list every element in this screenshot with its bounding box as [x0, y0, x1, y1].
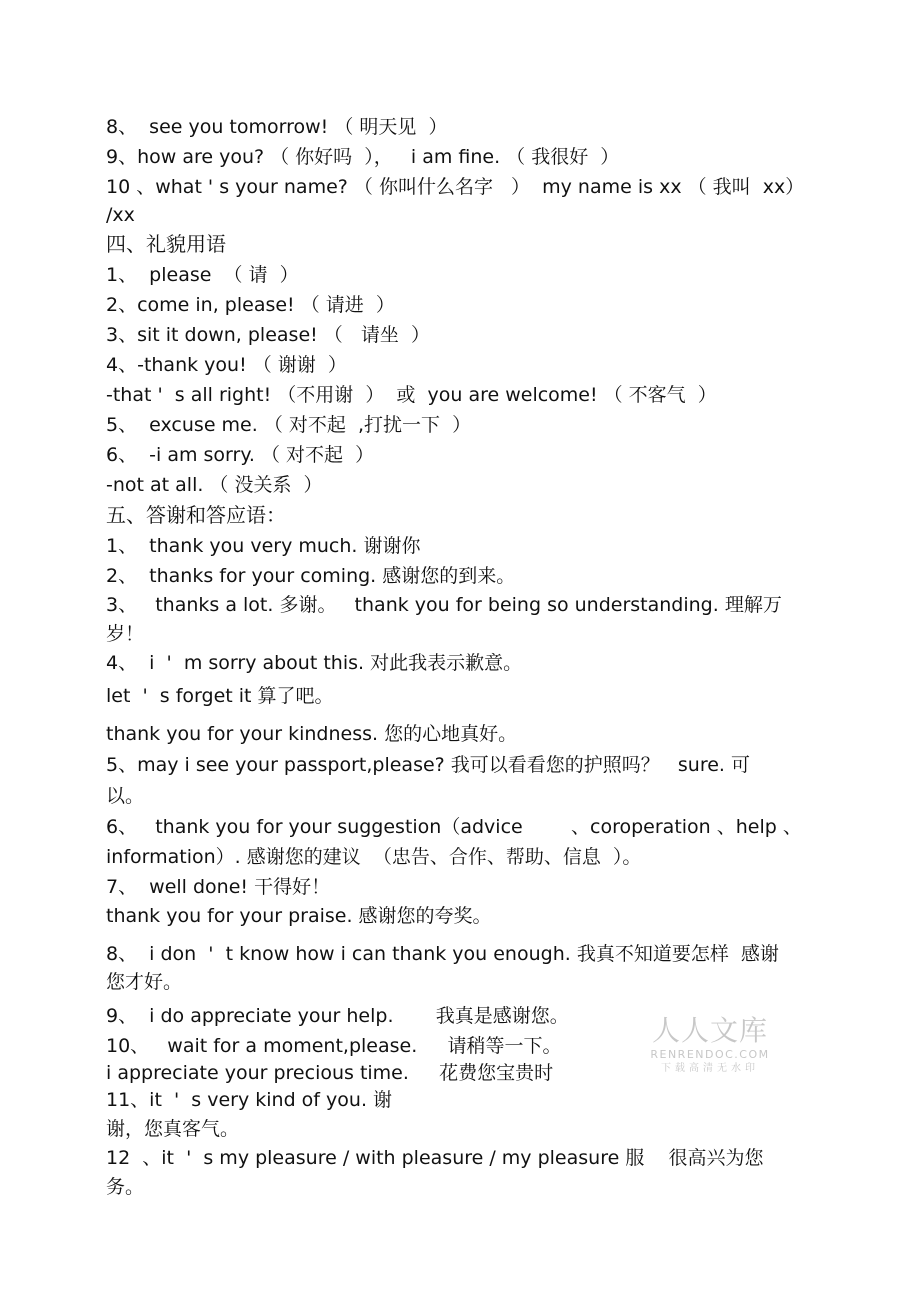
text-line: 6、 thank you for your suggestion（advice 、coroperation 、help 、	[106, 816, 802, 838]
text-line: -that ' s all right! （不用谢 ） 或 you are welcome! （ 不客气 ）	[106, 384, 717, 406]
text-line: 9、 i do appreciate your help. 我真是感谢您。	[106, 1005, 569, 1027]
text-line: 以。	[106, 785, 145, 807]
text-line: 务。	[106, 1176, 145, 1198]
section-heading: 四、礼貌用语	[106, 232, 226, 256]
text-line: 3、sit it down, please! （ 请坐 ）	[106, 324, 430, 346]
section-heading: 五、答谢和答应语：	[106, 503, 286, 527]
text-line: 3、 thanks a lot. 多谢。 thank you for being so understanding. 理解万	[106, 594, 782, 616]
text-line: i appreciate your precious time. 花费您宝贵时	[106, 1062, 554, 1084]
text-line: 2、come in, please! （ 请进 ）	[106, 294, 395, 316]
text-line: 8、 i don ' t know how i can thank you enough. 我真不知道要怎样 感谢	[106, 943, 779, 965]
text-line: 10、 wait for a moment,please. 请稍等一下。	[106, 1035, 562, 1057]
text-line: 5、may i see your passport,please? 我可以看看您的护照吗？ sure. 可	[106, 754, 751, 776]
text-line: thank you for your kindness. 您的心地真好。	[106, 723, 518, 745]
text-line: 7、 well done! 干得好！	[106, 876, 331, 898]
text-line: 4、-thank you! （ 谢谢 ）	[106, 354, 347, 376]
text-line: 4、 i ' m sorry about this. 对此我表示歉意。	[106, 652, 523, 674]
text-line: 2、 thanks for your coming. 感谢您的到来。	[106, 565, 516, 587]
watermark-title: 人人文库	[651, 1014, 768, 1047]
text-line: -not at all. （ 没关系 ）	[106, 474, 323, 496]
text-line: let ' s forget it 算了吧。	[106, 685, 334, 707]
text-line: 9、how are you? （ 你好吗 ）， i am fine. （ 我很好 ）	[106, 146, 620, 168]
text-line: thank you for your praise. 感谢您的夸奖。	[106, 905, 492, 927]
text-line: /xx	[106, 204, 135, 226]
text-line: 1、 please （ 请 ）	[106, 264, 299, 286]
text-line: information）. 感谢您的建议 （忠告、合作、帮助、信息 ）。	[106, 846, 642, 868]
renrendoc-watermark	[640, 1014, 780, 1076]
text-line: 5、 excuse me. （ 对不起 ,打扰一下 ）	[106, 414, 472, 436]
text-line: 11、it ' s very kind of you. 谢	[106, 1089, 393, 1111]
watermark-domain: RENRENDOC.COM	[650, 1048, 770, 1061]
text-line: 8、 see you tomorrow! （ 明天见 ）	[106, 116, 448, 138]
text-line: 您才好。	[106, 971, 183, 993]
text-line: 谢，您真客气。	[106, 1118, 240, 1140]
text-line: 6、 -i am sorry. （ 对不起 ）	[106, 444, 375, 466]
text-line: 岁！	[106, 623, 145, 645]
watermark-subtitle: 下载高清无水印	[661, 1063, 759, 1074]
text-line: 1、 thank you very much. 谢谢你	[106, 535, 421, 557]
text-line: 10 、what ' s your name? （ 你叫什么名字 ） my name is xx （ 我叫 xx）	[106, 176, 805, 198]
text-line: 12 、it ' s my pleasure / with pleasure / my pleasure 服 很高兴为您	[106, 1147, 764, 1169]
